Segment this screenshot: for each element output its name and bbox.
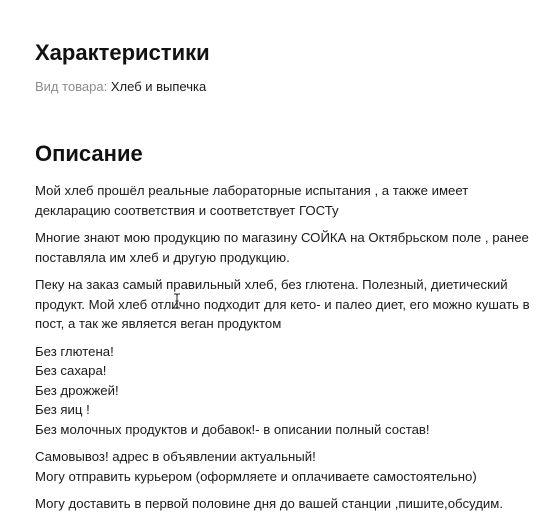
description-line: Без молочных продуктов и добавок!- в описании полный состав! [35,421,430,437]
description-title: Описание [35,141,143,166]
text-cursor-icon [173,293,181,309]
description-line: Без яиц ! [35,402,90,417]
description-line: Пеку на заказ самый правильный хлеб, без глютена. Полезный, диетический [35,277,508,292]
description-line: пост, а так же является веган продуктом [35,316,282,331]
description-line: Многие знают мою продукцию по магазину СОЙКА на Октябрьском поле , ранее [35,230,529,245]
description-paragraph [35,228,557,267]
description-line: Могу отправить курьером (оформляете и оплачиваете самостоятельно) [35,468,477,484]
description-paragraph [35,275,557,334]
description-paragraph [35,181,557,220]
spec-row-product-type [35,79,206,95]
description-line: Могу доставить в первой половине дня до вашей станции ,пишите,обсудим. [35,496,504,511]
description-line: продукт. Мой хлеб отлично подходит для кето- и палео диет, его можно кушать в [35,296,530,312]
spec-label-product-type: Вид товара: [35,79,108,94]
description-paragraph [35,342,557,440]
description-line: Без сахара! [35,363,107,378]
description-text [35,181,557,522]
characteristics-title: Характеристики [35,40,210,65]
description-line: Без глютена! [35,343,114,359]
description-paragraph [35,494,557,514]
description-line: поставляла им хлеб и другую продукцию. [35,249,290,265]
description-line: Самовывоз! адрес в объявлении актуальный! [35,449,316,464]
description-paragraph [35,447,557,486]
spec-value-product-type: Хлеб и выпечка [110,79,207,94]
description-line: Без дрожжей! [35,382,119,398]
description-line: декларацию соответствия и соответствует ГОСТу [35,202,339,218]
description-line: Мой хлеб прошёл реальные лабораторные испытания , а также имеет [35,183,469,198]
